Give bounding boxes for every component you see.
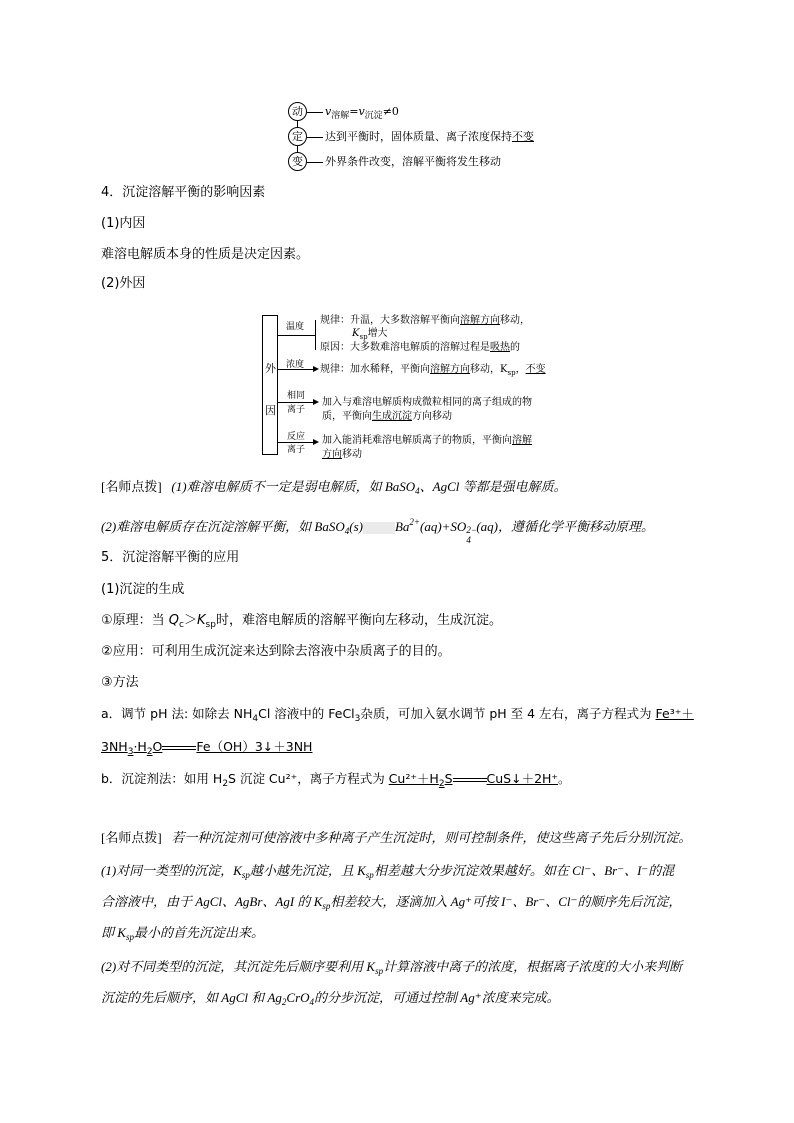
inner-cause-title: (1)内因 (101, 216, 146, 231)
precipitation-formation-title: (1)沉淀的生成 (101, 582, 185, 597)
circle-ding: 定 (288, 127, 307, 146)
section-5-heading: 5．沉淀溶解平衡的应用 (101, 550, 240, 565)
method-title: ③方法 (101, 675, 139, 690)
application-text: ②应用：可利用生成沉淀来达到除去溶液中杂质离子的目的。 (101, 644, 451, 659)
tip-2-line-3: 合溶液中，由于 AgCl、AgBr、AgI 的 $K_{sp}$相差较大，逐滴加入 Ag⁺可按 I⁻、Br⁻、Cl⁻的顺序先后沉淀， (101, 894, 682, 911)
label-temperature: 温度 (286, 322, 305, 332)
inner-cause-text: 难溶电解质本身的性质是决定因素。 (101, 247, 310, 262)
tip-2-line-6: 沉淀的先后顺序，如 AgCl 和 $Ag_2CrO_4$的分步沉淀，可通过控制 Ag⁺浓度来完成。 (101, 990, 560, 1007)
method-a-line-2: $3NH_3\cdot H_2O$ Fe（OH）3↓＋3NH (101, 739, 313, 757)
row-ding-text: 达到平衡时，固体质量、离子浓度保持不变 (325, 130, 534, 143)
tip-2-line-1: [名师点拨] 若一种沉淀剂可使溶液中多种离子产生沉淀时，则可控制条件，使这些离子先后分别沉淀。 (101, 830, 692, 845)
react-line (277, 442, 315, 443)
connector-line (307, 162, 323, 163)
side-box (262, 315, 278, 455)
method-b-line: b．沉淀剂法：如用 $H_2S$ 沉淀 Cu²⁺，离子方程式为 $Cu^{2+}+H_2S$ CuS↓＋2H⁺。 (101, 771, 571, 789)
temp-line (277, 335, 315, 336)
tip-1-line-1: [名师点拨] (1)难溶电解质不一定是弱电解质，如 BaSO$_4$、AgCl 等都是强电解质。 (101, 479, 567, 496)
circle-bian: 变 (288, 152, 307, 171)
conc-line (277, 369, 315, 370)
row-bian-text: 外界条件改变，溶解平衡将发生移动 (325, 155, 501, 168)
label-concentration: 浓度 (286, 360, 305, 370)
tip-1-line-2: (2)难溶电解质存在沉淀溶解平衡，如 BaSO$_4$(s) $Ba^{2+}(aq)+SO$ 2− 4 (aq)，遵循化学平衡移动原理。 (101, 517, 654, 545)
arrow-icon (313, 399, 319, 405)
same-ion-text-1: 加入与难溶电解质构成微粒相同的离子组成的物 (322, 397, 532, 408)
temp-rule: 规律：升温，大多数溶解平衡向溶解方向移动， (320, 315, 530, 326)
principle-text: ①原理：当 $Q_c>K_{sp}$时，难溶电解质的溶解平衡向左移动，生成沉淀。 (101, 613, 502, 630)
arrow-icon (313, 366, 319, 372)
label-react-ion-2: 离子 (287, 445, 306, 455)
tip-2-line-2: (1)对同一类型的沉淀，$K_{sp}$越小越先沉淀，且 $K_{sp}$相差越大分步沉淀效果越好。如在 Cl⁻、Br⁻、I⁻的混 (101, 863, 675, 880)
outer-cause-title: (2)外因 (101, 276, 146, 291)
connector-line (307, 112, 323, 113)
label-same-ion-1: 相同 (287, 391, 306, 401)
label-same-ion-2: 离子 (287, 405, 306, 415)
label-react-ion-1: 反应 (287, 432, 306, 442)
conc-rule: 规律：加水稀释，平衡向溶解方向移动，$K_{sp}$，不变 (320, 364, 546, 377)
method-a-line-1: a．调节 pH 法: 如除去 $NH_4Cl$ 溶液中的 FeCl$_3$杂质，可加入氨水调节 pH 至 4 左右，离子方程式为 Fe³⁺＋ (101, 706, 694, 724)
tip-2-line-5: (2)对不同类型的沉淀，其沉淀先后顺序要利用 $K_{sp}$计算溶液中离子的浓度，根据离子浓度的大小来判断 (101, 959, 683, 976)
section-4-heading: 4．沉淀溶解平衡的影响因素 (101, 185, 266, 200)
row-dong-text: $v_{溶解}=v_{沉淀}\ne 0$ (325, 105, 399, 121)
connector-line (307, 137, 323, 138)
same-ion-text-2: 质，平衡向生成沉淀方向移动 (322, 411, 452, 422)
tip-2-line-4: 即 $K_{sp}$最小的首先沉淀出来。 (101, 925, 264, 942)
temp-reason: 原因：大多数难溶电解质的溶解过程是吸热的 (320, 342, 520, 353)
equals-arrow-icon (162, 743, 196, 753)
side-label-wai: 外 (265, 362, 276, 375)
equilibrium-arrow-icon (363, 522, 395, 534)
circle-dong: 动 (288, 102, 307, 121)
side-label-yin: 因 (265, 404, 276, 417)
react-ion-text-1: 加入能消耗难溶电解质离子的物质，平衡向溶解 (322, 435, 532, 446)
arrow-icon (313, 439, 319, 445)
same-line (277, 402, 315, 403)
temp-ksp: $K_{sp}$增大 (352, 328, 388, 341)
temp-bracket (315, 320, 316, 350)
react-ion-text-2: 方向移动 (322, 449, 362, 460)
equals-arrow-icon (453, 775, 487, 785)
